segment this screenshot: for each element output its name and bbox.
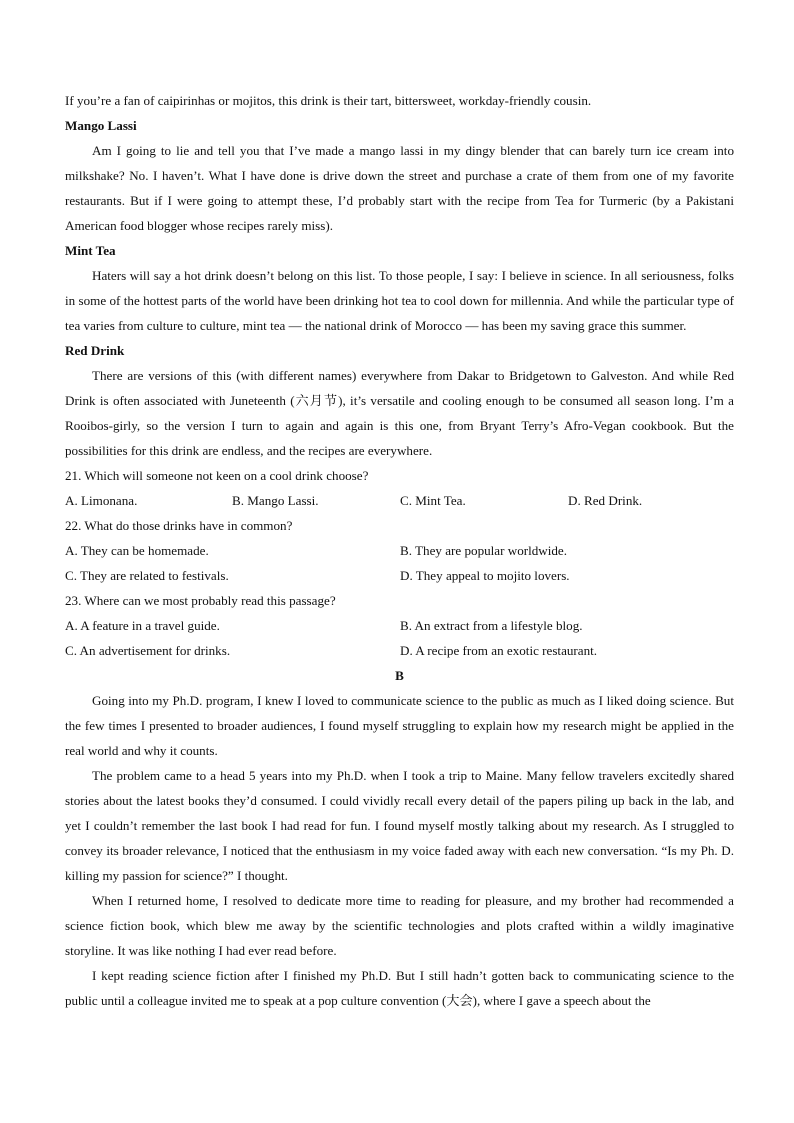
question-22-option-c: C. They are related to festivals.	[65, 568, 229, 583]
passage-b-label: B	[395, 668, 404, 683]
question-23-stem: 23. Where can we most probably read this passage?	[65, 593, 336, 608]
question-22-options-row-1	[65, 538, 734, 563]
question-22-option-d: D. They appeal to mojito lovers.	[400, 568, 570, 583]
question-21-option-d: D. Red Drink.	[568, 493, 643, 508]
section-body-mint-tea: Haters will say a hot drink doesn’t belong on this list. To those people, I say: I believe in science. In all seriousness, folks in some of the hottest parts of the world have been drinking hot tea to cool down for millennia. And while the particular type of tea varies from culture to culture, mint tea — the national drink of Morocco — has been my saving grace this summer.	[65, 268, 734, 333]
question-21-option-c: C. Mint Tea.	[400, 493, 466, 508]
passage-b-paragraph-3: When I returned home, I resolved to dedicate more time to reading for pleasure, and my brother had recommended a science fiction book, which blew me away by the scientific technologies and plots crafted within a wildly imaginative storyline. It was like nothing I had ever read before.	[65, 893, 734, 958]
question-23-option-c: C. An advertisement for drinks.	[65, 643, 231, 658]
question-22-option-b: B. They are popular worldwide.	[400, 543, 568, 558]
question-23-option-b: B. An extract from a lifestyle blog.	[400, 618, 583, 633]
section-body-red-drink: There are versions of this (with different names) everywhere from Dakar to Bridgetown to Galveston. And while Red Drink is often associated with Juneteenth (六月节), it’s versatile and cooling enough to be consumed all season long. I’m a Rooibos-girly, so the version I turn to again and again is this one, from Bryant Terry’s Afro-Vegan cookbook. But the possibilities for this drink are endless, and the recipes are everywhere.	[65, 368, 734, 458]
document-page	[65, 88, 734, 1013]
section-body-mango-lassi: Am I going to lie and tell you that I’ve made a mango lassi in my dingy blender that can barely turn ice cream into milkshake? No. I haven’t. What I have done is drive down the street and purchase a crate of them from one of my favorite restaurants. But if I were going to attempt these, I’d probably start with the recipe from Tea for Turmeric (by a Pakistani American food blogger whose recipes rarely miss).	[65, 143, 734, 233]
question-21-options	[65, 488, 734, 513]
question-22-stem: 22. What do those drinks have in common?	[65, 518, 293, 533]
passage-b-paragraph-4: I kept reading science fiction after I finished my Ph.D. But I still hadn’t gotten back to communicating science to the public until a colleague invited me to speak at a pop culture convention (大会), where I gave a speech about the	[65, 968, 734, 1008]
question-22-option-a: A. They can be homemade.	[65, 543, 209, 558]
question-23-options-row-2	[65, 638, 734, 663]
passage-b-paragraph-1: Going into my Ph.D. program, I knew I loved to communicate science to the public as much as I liked doing science. But the few times I presented to broader audiences, I found myself struggling to explain how my research might be applied in the real world and why it counts.	[65, 693, 734, 758]
question-21-stem: 21. Which will someone not keen on a cool drink choose?	[65, 468, 369, 483]
section-heading-mango-lassi: Mango Lassi	[65, 118, 137, 133]
question-21-option-b: B. Mango Lassi.	[232, 493, 319, 508]
passage-b-paragraph-2: The problem came to a head 5 years into my Ph.D. when I took a trip to Maine. Many fellow travelers excitedly shared stories about the latest books they’d consumed. I could vividly recall every detail of the papers piling up back in the lab, and yet I couldn’t remember the last book I had read for fun. I found myself mostly talking about my research. As I struggled to convey its broader relevance, I noticed that the enthusiasm in my voice faded away with each new conversation. “Is my Ph. D. killing my passion for science?” I thought.	[65, 768, 734, 883]
question-23-option-d: D. A recipe from an exotic restaurant.	[400, 643, 598, 658]
question-23-options-row-1	[65, 613, 734, 638]
section-heading-red-drink: Red Drink	[65, 343, 125, 358]
question-23-option-a: A. A feature in a travel guide.	[65, 618, 220, 633]
passage-a-intro: If you’re a fan of caipirinhas or mojitos, this drink is their tart, bittersweet, workday-friendly cousin.	[65, 93, 592, 108]
question-21-option-a: A. Limonana.	[65, 493, 138, 508]
section-heading-mint-tea: Mint Tea	[65, 243, 116, 258]
question-22-options-row-2	[65, 563, 734, 588]
